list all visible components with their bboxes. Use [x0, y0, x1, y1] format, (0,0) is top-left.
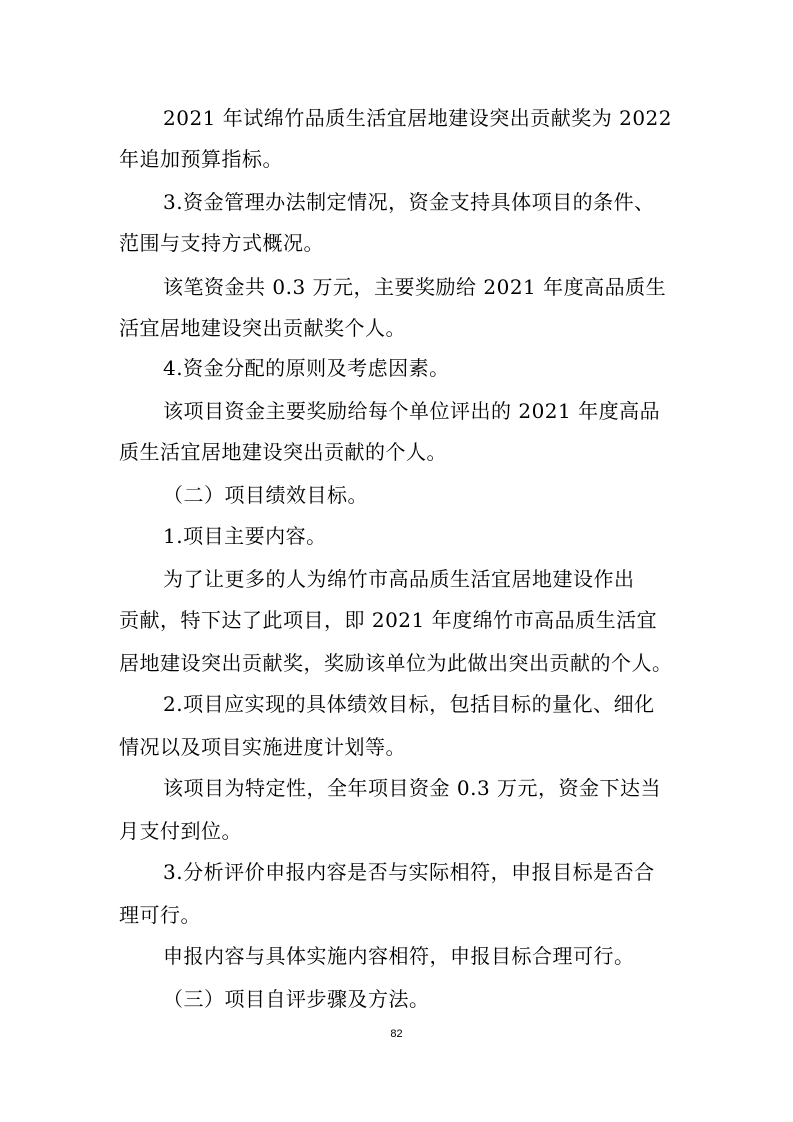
text-line-16: 情况以及项目实施进度计划等。 [119, 735, 406, 759]
text-line-6: 活宜居地建设突出贡献奖个人。 [119, 316, 406, 340]
text-line-12: 为了让更多的人为绵竹市高品质生活宜居地建设作出 [163, 567, 635, 591]
page-number: 82 [390, 1028, 403, 1040]
text-line-21: 申报内容与具体实施内容相符，申报目标合理可行。 [163, 944, 635, 968]
text-line-10: （二）项目绩效目标。 [163, 483, 368, 507]
text-line-22: （三）项目自评步骤及方法。 [163, 987, 430, 1011]
text-line-3: 3.资金管理办法制定情况，资金支持具体项目的条件、 [163, 190, 655, 214]
text-line-11: 1.项目主要内容。 [163, 524, 327, 548]
text-line-2: 年追加预算指标。 [119, 147, 283, 171]
text-line-18: 月支付到位。 [119, 819, 242, 843]
text-line-19: 3.分析评价申报内容是否与实际相符，申报目标是否合 [163, 860, 655, 884]
text-line-20: 理可行。 [119, 903, 201, 927]
text-line-14: 居地建设突出贡献奖，奖励该单位为此做出突出贡献的个人。 [119, 651, 673, 675]
text-line-8: 该项目资金主要奖励给每个单位评出的 2021 年度高品 [163, 399, 661, 423]
text-line-9: 质生活宜居地建设突出贡献的个人。 [119, 440, 447, 464]
text-line-7: 4.资金分配的原则及考虑因素。 [163, 356, 450, 380]
text-line-1: 2021 年试绵竹品质生活宜居地建设突出贡献奖为 2022 [163, 106, 673, 130]
text-line-15: 2.项目应实现的具体绩效目标，包括目标的量化、细化 [163, 692, 655, 716]
text-line-5: 该笔资金共 0.3 万元，主要奖励给 2021 年度高品质生 [163, 275, 667, 299]
text-line-4: 范围与支持方式概况。 [119, 231, 324, 255]
text-line-13: 贡献，特下达了此项目，即 2021 年度绵竹市高品质生活宜 [119, 608, 658, 632]
text-line-17: 该项目为特定性，全年项目资金 0.3 万元，资金下达当 [163, 776, 662, 800]
